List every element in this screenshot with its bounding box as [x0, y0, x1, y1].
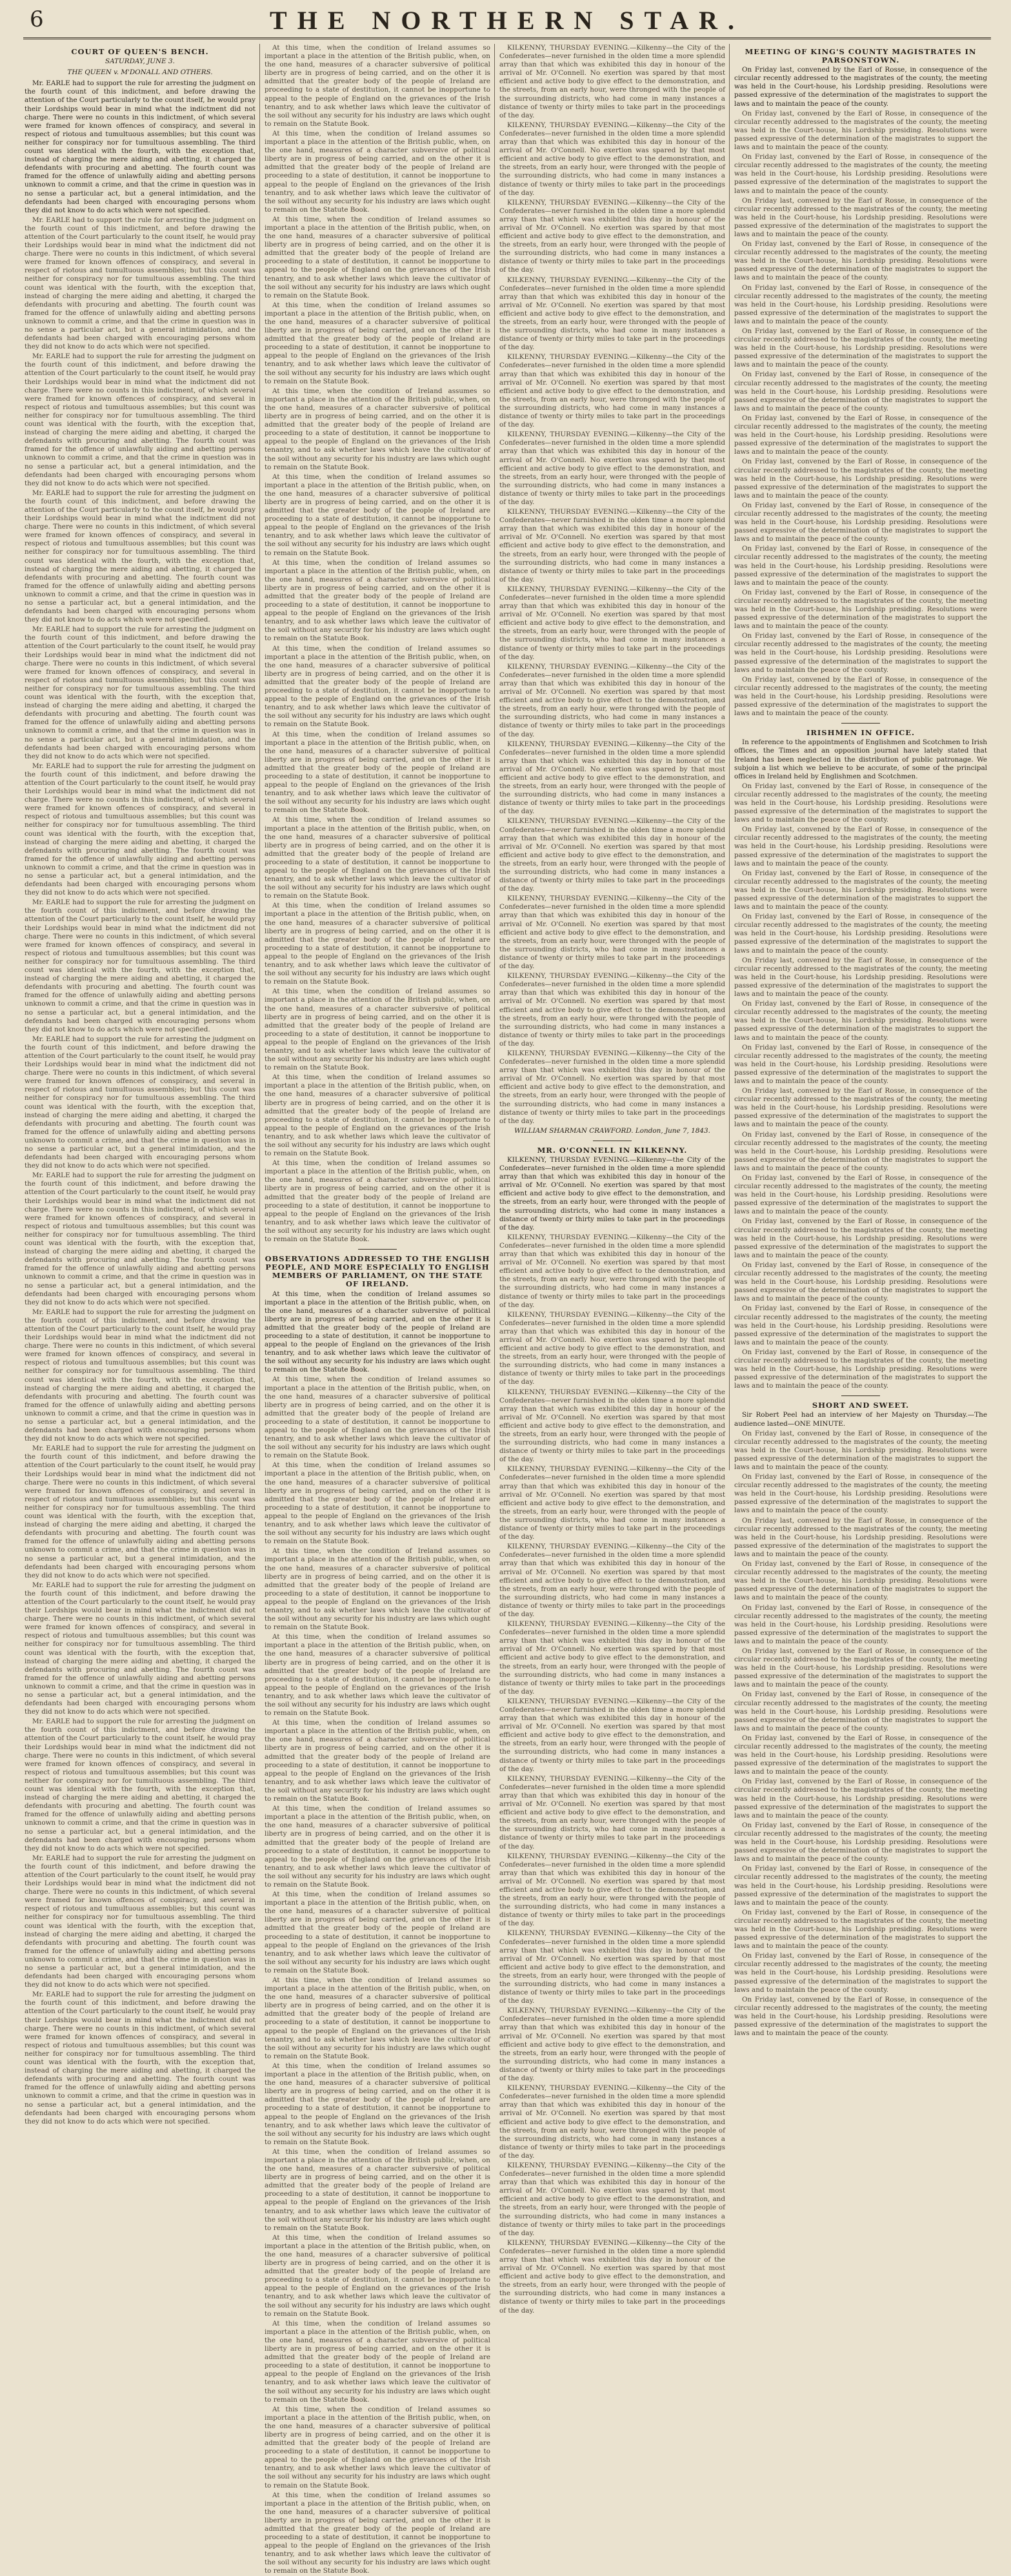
column-2-heading: OBSERVATIONS ADDRESSED TO THE ENGLISH PEOPLE, AND MORE ESPECIALLY TO ENGLISH MEMBERS OF PARLIAMENT, ON THE STATE OF IRELAND. — [265, 1254, 490, 1289]
masthead — [23, 3, 991, 39]
column-3 — [499, 44, 725, 2315]
column-divider — [259, 44, 260, 1470]
column-4-section2-body: In reference to the appointments of Englishmen and Scotchmen to Irish offices, the Times and an opposition journal have lately stated that Ireland has been neglected in the distribution of public patronage. We subjoin a list which we believe to be accurate, of some of the principal offices in Ireland held by Englishmen and Scotchmen. — [734, 738, 987, 780]
column-2 — [265, 44, 490, 2575]
column-4-heading: MEETING OF KING'S COUNTY MAGISTRATES IN PARSONSTOWN. — [745, 47, 977, 65]
column-3-filler: KILKENNY, THURSDAY EVENING.—Kilkenny—the City of the Confederates—never furnished in the olden time a more splendid array than that which was exhibited this day in honour of the arrival of Mr. O'Connell. No exertion was spared by that most efficient and active body to give effect to the demonstration, and the streets, from an early hour, were thronged with the people of the surrounding districts, who had come in many instances a distance of twenty or thirty miles to take part in the proceedings of the day. KILKENNY, THURSDAY EVENING.—Kilkenny—the City of the Confederates—never furnished in the olden time a more splendid array than that which was exhibited this day in honour of the arrival of Mr. O'Connell. No exertion was spared by that most efficient and active body to give effect to the demonstration, and the streets, from an early hour, were thronged with the people of the surrounding districts, who had come in many instances a distance of twenty or thirty miles to take part in the proceedings of the day. KILKENNY, THURSDAY EVENING.—Kilkenny—the City of the Confederates—never furnished in the olden time a more splendid array than that which was exhibited this day in honour of the arrival of Mr. O'Connell. No exertion was spared by that most efficient and active body to give effect to the demonstration, and the streets, from an early hour, were thronged with the people of the surrounding districts, who had come in many instances a distance of twenty or thirty miles to take part in the proceedings of the day. KILKENNY, THURSDAY EVENING.—Kilkenny—the City of the Confederates—never furnished in the olden time a more splendid array than that which was exhibited this day in honour of the arrival of Mr. O'Connell. No exertion was spared by that most efficient and active body to give effect to the demonstration, and the streets, from an early hour, were thronged with the people of the surrounding districts, who had come in many instances a distance of twenty or thirty miles to take part in the proceedings of the day. KILKENNY, THURSDAY EVENING.—Kilkenny—the City of the Confederates—never furnished in the olden time a more splendid array than that which was exhibited this day in honour of the arrival of Mr. O'Connell. No exertion was spared by that most efficient and active body to give effect to the demonstration, and the streets, from an early hour, were thronged with the people of the surrounding districts, who had come in many instances a distance of twenty or thirty miles to take part in the proceedings of the day. KILKENNY, THURSDAY EVENING.—Kilkenny—the City of the Confederates—never furnished in the olden time a more splendid array than that which was exhibited this day in honour of the arrival of Mr. O'Connell. No exertion was spared by that most efficient and active body to give effect to the demonstration, and the streets, from an early hour, were thronged with the people of the surrounding districts, who had come in many instances a distance of twenty or thirty miles to take part in the proceedings of the day. KILKENNY, THURSDAY EVENING.—Kilkenny—the City of the Confederates—never furnished in the olden time a more splendid array than that which was exhibited this day in honour of the arrival of Mr. O'Connell. No exertion was spared by that most efficient and active body to give effect to the demonstration, and the streets, from an early hour, were thronged with the people of the surrounding districts, who had come in many instances a distance of twenty or thirty miles to take part in the proceedings of the day. KILKENNY, THURSDAY EVENING.—Kilkenny—the City of the Confederates—never furnished in the olden time a more splendid array than that which was exhibited this day in honour of the arrival of Mr. O'Connell. No exertion was spared by that most efficient and active body to give effect to the demonstration, and the streets, from an early hour, were thronged with the people of the surrounding districts, who had come in many instances a distance of twenty or thirty miles to take part in the proceedings of the day. KILKENNY, THURSDAY EVENING.—Kilkenny—the City of the Confederates—never furnished in the olden time a more splendid array than that which was exhibited this day in honour of the arrival of Mr. O'Connell. No exertion was spared by that most efficient and active body to give effect to the demonstration, and the streets, from an early hour, were thronged with the people of the surrounding districts, who had come in many instances a distance of twenty or thirty miles to take part in the proceedings of the day. KILKENNY, THURSDAY EVENING.—Kilkenny—the City of the Confederates—never furnished in the olden time a more splendid array than that which was exhibited this day in honour of the arrival of Mr. O'Connell. No exertion was spared by that most efficient and active body to give effect to the demonstration, and the streets, from an early hour, were thronged with the people of the surrounding districts, who had come in many instances a distance of twenty or thirty miles to take part in the proceedings of the day. KILKENNY, THURSDAY EVENING.—Kilkenny—the City of the Confederates—never furnished in the olden time a more splendid array than that which was exhibited this day in honour of the arrival of Mr. O'Connell. No exertion was spared by that most efficient and active body to give effect to the demonstration, and the streets, from an early hour, were thronged with the people of the surrounding districts, who had come in many instances a distance of twenty or thirty miles to take part in the proceedings of the day. KILKENNY, THURSDAY EVENING.—Kilkenny—the City of the Confederates—never furnished in the olden time a more splendid array than that which was exhibited this day in honour of the arrival of Mr. O'Connell. No exertion was spared by that most efficient and active body to give effect to the demonstration, and the streets, from an early hour, were thronged with the people of the surrounding districts, who had come in many instances a distance of twenty or thirty miles to take part in the proceedings of the day. KILKENNY, THURSDAY EVENING.—Kilkenny—the City of the Confederates—never furnished in the olden time a more splendid array than that which was exhibited this day in honour of the arrival of Mr. O'Connell. No exertion was spared by that most efficient and active body to give effect to the demonstration, and the streets, from an early hour, were thronged with the people of the surrounding districts, who had come in many instances a distance of twenty or thirty miles to take part in the proceedings of the day. KILKENNY, THURSDAY EVENING.—Kilkenny—the City of the Confederates—never furnished in the olden time a more splendid array than that which was exhibited this day in honour of the arrival of Mr. O'Connell. No exertion was spared by that most efficient and active body to give effect to the demonstration, and the streets, from an early hour, were thronged with the people of the surrounding districts, who had come in many instances a distance of twenty or thirty miles to take part in the proceedings of the day. — [499, 1233, 725, 2315]
column-4-section3-heading: SHORT AND SWEET. — [812, 1401, 910, 1410]
column-3-body: KILKENNY, THURSDAY EVENING.—Kilkenny—the City of the Confederates—never furnished in the olden time a more splendid array than that which was exhibited this day in honour of the arrival of Mr. O'Connell. No exertion was spared by that most efficient and active body to give effect to the demonstration, and the streets, from an early hour, were thronged with the people of the surrounding districts, who had come in many instances a distance of twenty or thirty miles to take part in the proceedings of the day. — [499, 1156, 725, 1232]
column-3-signoff: WILLIAM SHARMAN CRAWFORD. London, June 7, 1843. — [514, 1126, 710, 1135]
column-2-body: At this time, when the condition of Ireland assumes so important a place in the attention of the British public, when, on the one hand, measures of a character subversive of political liberty are in progress of being carried, and on the other it is admitted that the greater body of the people of Ireland are proceeding to a state of destitution, it cannot be inopportune to appeal to the people of England on the grievances of the Irish tenantry, and to ask whether laws which leave the cultivator of the soil without any security for his industry are laws which ought to remain on the Statute Book. — [265, 1290, 490, 1374]
column-4-filler-mid: On Friday last, convened by the Earl of Rosse, in consequence of the circular recently addressed to the magistrates of the county, the meeting was held in the Court-house, his Lordship presiding. Resolutions were passed expressive of the determination of the magistrates to support the laws and to maintain the peace of the county. On Friday last, convened by the Earl of Rosse, in consequence of the circular recently addressed to the magistrates of the county, the meeting was held in the Court-house, his Lordship presiding. Resolutions were passed expressive of the determination of the magistrates to support the laws and to maintain the peace of the county. On Friday last, convened by the Earl of Rosse, in consequence of the circular recently addressed to the magistrates of the county, the meeting was held in the Court-house, his Lordship presiding. Resolutions were passed expressive of the determination of the magistrates to support the laws and to maintain the peace of the county. On Friday last, convened by the Earl of Rosse, in consequence of the circular recently addressed to the magistrates of the county, the meeting was held in the Court-house, his Lordship presiding. Resolutions were passed expressive of the determination of the magistrates to support the laws and to maintain the peace of the county. On Friday last, convened by the Earl of Rosse, in consequence of the circular recently addressed to the magistrates of the county, the meeting was held in the Court-house, his Lordship presiding. Resolutions were passed expressive of the determination of the magistrates to support the laws and to maintain the peace of the county. On Friday last, convened by the Earl of Rosse, in consequence of the circular recently addressed to the magistrates of the county, the meeting was held in the Court-house, his Lordship presiding. Resolutions were passed expressive of the determination of the magistrates to support the laws and to maintain the peace of the county. On Friday last, convened by the Earl of Rosse, in consequence of the circular recently addressed to the magistrates of the county, the meeting was held in the Court-house, his Lordship presiding. Resolutions were passed expressive of the determination of the magistrates to support the laws and to maintain the peace of the county. On Friday last, convened by the Earl of Rosse, in consequence of the circular recently addressed to the magistrates of the county, the meeting was held in the Court-house, his Lordship presiding. Resolutions were passed expressive of the determination of the magistrates to support the laws and to maintain the peace of the county. On Friday last, convened by the Earl of Rosse, in consequence of the circular recently addressed to the magistrates of the county, the meeting was held in the Court-house, his Lordship presiding. Resolutions were passed expressive of the determination of the magistrates to support the laws and to maintain the peace of the county. On Friday last, convened by the Earl of Rosse, in consequence of the circular recently addressed to the magistrates of the county, the meeting was held in the Court-house, his Lordship presiding. Resolutions were passed expressive of the determination of the magistrates to support the laws and to maintain the peace of the county. On Friday last, convened by the Earl of Rosse, in consequence of the circular recently addressed to the magistrates of the county, the meeting was held in the Court-house, his Lordship presiding. Resolutions were passed expressive of the determination of the magistrates to support the laws and to maintain the peace of the county. On Friday last, convened by the Earl of Rosse, in consequence of the circular recently addressed to the magistrates of the county, the meeting was held in the Court-house, his Lordship presiding. Resolutions were passed expressive of the determination of the magistrates to support the laws and to maintain the peace of the county. On Friday last, convened by the Earl of Rosse, in consequence of the circular recently addressed to the magistrates of the county, the meeting was held in the Court-house, his Lordship presiding. Resolutions were passed expressive of the determination of the magistrates to support the laws and to maintain the peace of the county. On Friday last, convened by the Earl of Rosse, in consequence of the circular recently addressed to the magistrates of the county, the meeting was held in the Court-house, his Lordship presiding. Resolutions were passed expressive of the determination of the magistrates to support the laws and to maintain the peace of the county. — [734, 782, 987, 1390]
column-2-filler-top: At this time, when the condition of Ireland assumes so important a place in the attention of the British public, when, on the one hand, measures of a character subversive of political liberty are in progress of being carried, and on the other it is admitted that the greater body of the people of Ireland are proceeding to a state of destitution, it cannot be inopportune to appeal to the people of England on the grievances of the Irish tenantry, and to ask whether laws which leave the cultivator of the soil without any security for his industry are laws which ought to remain on the Statute Book. At this time, when the condition of Ireland assumes so important a place in the attention of the British public, when, on the one hand, measures of a character subversive of political liberty are in progress of being carried, and on the other it is admitted that the greater body of the people of Ireland are proceeding to a state of destitution, it cannot be inopportune to appeal to the people of England on the grievances of the Irish tenantry, and to ask whether laws which leave the cultivator of the soil without any security for his industry are laws which ought to remain on the Statute Book. At this time, when the condition of Ireland assumes so important a place in the attention of the British public, when, on the one hand, measures of a character subversive of political liberty are in progress of being carried, and on the other it is admitted that the greater body of the people of Ireland are proceeding to a state of destitution, it cannot be inopportune to appeal to the people of England on the grievances of the Irish tenantry, and to ask whether laws which leave the cultivator of the soil without any security for his industry are laws which ought to remain on the Statute Book. At this time, when the condition of Ireland assumes so important a place in the attention of the British public, when, on the one hand, measures of a character subversive of political liberty are in progress of being carried, and on the other it is admitted that the greater body of the people of Ireland are proceeding to a state of destitution, it cannot be inopportune to appeal to the people of England on the grievances of the Irish tenantry, and to ask whether laws which leave the cultivator of the soil without any security for his industry are laws which ought to remain on the Statute Book. At this time, when the condition of Ireland assumes so important a place in the attention of the British public, when, on the one hand, measures of a character subversive of political liberty are in progress of being carried, and on the other it is admitted that the greater body of the people of Ireland are proceeding to a state of destitution, it cannot be inopportune to appeal to the people of England on the grievances of the Irish tenantry, and to ask whether laws which leave the cultivator of the soil without any security for his industry are laws which ought to remain on the Statute Book. At this time, when the condition of Ireland assumes so important a place in the attention of the British public, when, on the one hand, measures of a character subversive of political liberty are in progress of being carried, and on the other it is admitted that the greater body of the people of Ireland are proceeding to a state of destitution, it cannot be inopportune to appeal to the people of England on the grievances of the Irish tenantry, and to ask whether laws which leave the cultivator of the soil without any security for his industry are laws which ought to remain on the Statute Book. At this time, when the condition of Ireland assumes so important a place in the attention of the British public, when, on the one hand, measures of a character subversive of political liberty are in progress of being carried, and on the other it is admitted that the greater body of the people of Ireland are proceeding to a state of destitution, it cannot be inopportune to appeal to the people of England on the grievances of the Irish tenantry, and to ask whether laws which leave the cultivator of the soil without any security for his industry are laws which ought to remain on the Statute Book. At this time, when the condition of Ireland assumes so important a place in the attention of the British public, when, on the one hand, measures of a character subversive of political liberty are in progress of being carried, and on the other it is admitted that the greater body of the people of Ireland are proceeding to a state of destitution, it cannot be inopportune to appeal to the people of England on the grievances of the Irish tenantry, and to ask whether laws which leave the cultivator of the soil without any security for his industry are laws which ought to remain on the Statute Book. At this time, when the condition of Ireland assumes so important a place in the attention of the British public, when, on the one hand, measures of a character subversive of political liberty are in progress of being carried, and on the other it is admitted that the greater body of the people of Ireland are proceeding to a state of destitution, it cannot be inopportune to appeal to the people of England on the grievances of the Irish tenantry, and to ask whether laws which leave the cultivator of the soil without any security for his industry are laws which ought to remain on the Statute Book. At this time, when the condition of Ireland assumes so important a place in the attention of the British public, when, on the one hand, measures of a character subversive of political liberty are in progress of being carried, and on the other it is admitted that the greater body of the people of Ireland are proceeding to a state of destitution, it cannot be inopportune to appeal to the people of England on the grievances of the Irish tenantry, and to ask whether laws which leave the cultivator of the soil without any security for his industry are laws which ought to remain on the Statute Book. At this time, when the condition of Ireland assumes so important a place in the attention of the British public, when, on the one hand, measures of a character subversive of political liberty are in progress of being carried, and on the other it is admitted that the greater body of the people of Ireland are proceeding to a state of destitution, it cannot be inopportune to appeal to the people of England on the grievances of the Irish tenantry, and to ask whether laws which leave the cultivator of the soil without any security for his industry are laws which ought to remain on the Statute Book. At this time, when the condition of Ireland assumes so important a place in the attention of the British public, when, on the one hand, measures of a character subversive of political liberty are in progress of being carried, and on the other it is admitted that the greater body of the people of Ireland are proceeding to a state of destitution, it cannot be inopportune to appeal to the people of England on the grievances of the Irish tenantry, and to ask whether laws which leave the cultivator of the soil without any security for his industry are laws which ought to remain on the Statute Book. At this time, when the condition of Ireland assumes so important a place in the attention of the British public, when, on the one hand, measures of a character subversive of political liberty are in progress of being carried, and on the other it is admitted that the greater body of the people of Ireland are proceeding to a state of destitution, it cannot be inopportune to appeal to the people of England on the grievances of the Irish tenantry, and to ask whether laws which leave the cultivator of the soil without any security for his industry are laws which ought to remain on the Statute Book. At this time, when the condition of Ireland assumes so important a place in the attention of the British public, when, on the one hand, measures of a character subversive of political liberty are in progress of being carried, and on the other it is admitted that the greater body of the people of Ireland are proceeding to a state of destitution, it cannot be inopportune to appeal to the people of England on the grievances of the Irish tenantry, and to ask whether laws which leave the cultivator of the soil without any security for his industry are laws which ought to remain on the Statute Book. — [265, 44, 490, 1244]
column-4 — [734, 44, 987, 2038]
column-divider — [729, 44, 730, 1470]
column-4-section3-body: Sir Robert Peel had an interview of her Majesty on Thursday.—The audience lasted—ONE MINUTE. — [734, 1411, 987, 1428]
column-1-heading: COURT OF QUEEN'S BENCH. — [71, 47, 209, 56]
column-1-case: THE QUEEN v. M'DONALL AND OTHERS. — [67, 68, 213, 77]
section-separator — [841, 723, 880, 724]
column-3-heading: MR. O'CONNELL IN KILKENNY. — [537, 1145, 688, 1155]
column-4-section2-heading: IRISHMEN IN OFFICE. — [806, 728, 916, 738]
column-divider — [494, 44, 495, 1470]
column-4-filler-bottom: On Friday last, convened by the Earl of Rosse, in consequence of the circular recently addressed to the magistrates of the county, the meeting was held in the Court-house, his Lordship presiding. Resolutions were passed expressive of the determination of the magistrates to support the laws and to maintain the peace of the county. On Friday last, convened by the Earl of Rosse, in consequence of the circular recently addressed to the magistrates of the county, the meeting was held in the Court-house, his Lordship presiding. Resolutions were passed expressive of the determination of the magistrates to support the laws and to maintain the peace of the county. On Friday last, convened by the Earl of Rosse, in consequence of the circular recently addressed to the magistrates of the county, the meeting was held in the Court-house, his Lordship presiding. Resolutions were passed expressive of the determination of the magistrates to support the laws and to maintain the peace of the county. On Friday last, convened by the Earl of Rosse, in consequence of the circular recently addressed to the magistrates of the county, the meeting was held in the Court-house, his Lordship presiding. Resolutions were passed expressive of the determination of the magistrates to support the laws and to maintain the peace of the county. On Friday last, convened by the Earl of Rosse, in consequence of the circular recently addressed to the magistrates of the county, the meeting was held in the Court-house, his Lordship presiding. Resolutions were passed expressive of the determination of the magistrates to support the laws and to maintain the peace of the county. On Friday last, convened by the Earl of Rosse, in consequence of the circular recently addressed to the magistrates of the county, the meeting was held in the Court-house, his Lordship presiding. Resolutions were passed expressive of the determination of the magistrates to support the laws and to maintain the peace of the county. On Friday last, convened by the Earl of Rosse, in consequence of the circular recently addressed to the magistrates of the county, the meeting was held in the Court-house, his Lordship presiding. Resolutions were passed expressive of the determination of the magistrates to support the laws and to maintain the peace of the county. On Friday last, convened by the Earl of Rosse, in consequence of the circular recently addressed to the magistrates of the county, the meeting was held in the Court-house, his Lordship presiding. Resolutions were passed expressive of the determination of the magistrates to support the laws and to maintain the peace of the county. On Friday last, convened by the Earl of Rosse, in consequence of the circular recently addressed to the magistrates of the county, the meeting was held in the Court-house, his Lordship presiding. Resolutions were passed expressive of the determination of the magistrates to support the laws and to maintain the peace of the county. On Friday last, convened by the Earl of Rosse, in consequence of the circular recently addressed to the magistrates of the county, the meeting was held in the Court-house, his Lordship presiding. Resolutions were passed expressive of the determination of the magistrates to support the laws and to maintain the peace of the county. On Friday last, convened by the Earl of Rosse, in consequence of the circular recently addressed to the magistrates of the county, the meeting was held in the Court-house, his Lordship presiding. Resolutions were passed expressive of the determination of the magistrates to support the laws and to maintain the peace of the county. On Friday last, convened by the Earl of Rosse, in consequence of the circular recently addressed to the magistrates of the county, the meeting was held in the Court-house, his Lordship presiding. Resolutions were passed expressive of the determination of the magistrates to support the laws and to maintain the peace of the county. On Friday last, convened by the Earl of Rosse, in consequence of the circular recently addressed to the magistrates of the county, the meeting was held in the Court-house, his Lordship presiding. Resolutions were passed expressive of the determination of the magistrates to support the laws and to maintain the peace of the county. On Friday last, convened by the Earl of Rosse, in consequence of the circular recently addressed to the magistrates of the county, the meeting was held in the Court-house, his Lordship presiding. Resolutions were passed expressive of the determination of the magistrates to support the laws and to maintain the peace of the county. — [734, 1429, 987, 2038]
column-1 — [25, 44, 255, 2125]
column-1-body: Mr. EARLE had to support the rule for arresting the judgment on the fourth count of this indictment, and before drawing the attention of the Court particularly to the count itself, he would pray their Lordships would bear in mind what the indictment did not charge. There were no counts in this indictment, of which several were framed for known offences of conspiracy, and several in respect of riotous and tumultuous assemblies; but this count was neither for conspiracy nor for tumultuous assembling. The third count was identical with the fourth, with the exception that, instead of charging the mere aiding and abetting, it charged the defendants with procuring and abetting. The fourth count was framed for the offence of unlawfully aiding and abetting persons unknown to commit a crime, and that the crime in question was in no sense a particular act, but a general intimidation, and the defendants had been charged with encouraging persons whom they did not know to do acts which were not specified. — [25, 79, 255, 214]
column-4-body: On Friday last, convened by the Earl of Rosse, in consequence of the circular recently addressed to the magistrates of the county, the meeting was held in the Court-house, his Lordship presiding. Resolutions were passed expressive of the determination of the magistrates to support the laws and to maintain the peace of the county. — [734, 66, 987, 108]
page-number: 6 — [30, 6, 44, 32]
section-separator — [358, 1249, 397, 1250]
masthead-title: THE NORTHERN STAR. — [270, 6, 745, 35]
column-4-filler-top: On Friday last, convened by the Earl of Rosse, in consequence of the circular recently addressed to the magistrates of the county, the meeting was held in the Court-house, his Lordship presiding. Resolutions were passed expressive of the determination of the magistrates to support the laws and to maintain the peace of the county. On Friday last, convened by the Earl of Rosse, in consequence of the circular recently addressed to the magistrates of the county, the meeting was held in the Court-house, his Lordship presiding. Resolutions were passed expressive of the determination of the magistrates to support the laws and to maintain the peace of the county. On Friday last, convened by the Earl of Rosse, in consequence of the circular recently addressed to the magistrates of the county, the meeting was held in the Court-house, his Lordship presiding. Resolutions were passed expressive of the determination of the magistrates to support the laws and to maintain the peace of the county. On Friday last, convened by the Earl of Rosse, in consequence of the circular recently addressed to the magistrates of the county, the meeting was held in the Court-house, his Lordship presiding. Resolutions were passed expressive of the determination of the magistrates to support the laws and to maintain the peace of the county. On Friday last, convened by the Earl of Rosse, in consequence of the circular recently addressed to the magistrates of the county, the meeting was held in the Court-house, his Lordship presiding. Resolutions were passed expressive of the determination of the magistrates to support the laws and to maintain the peace of the county. On Friday last, convened by the Earl of Rosse, in consequence of the circular recently addressed to the magistrates of the county, the meeting was held in the Court-house, his Lordship presiding. Resolutions were passed expressive of the determination of the magistrates to support the laws and to maintain the peace of the county. On Friday last, convened by the Earl of Rosse, in consequence of the circular recently addressed to the magistrates of the county, the meeting was held in the Court-house, his Lordship presiding. Resolutions were passed expressive of the determination of the magistrates to support the laws and to maintain the peace of the county. On Friday last, convened by the Earl of Rosse, in consequence of the circular recently addressed to the magistrates of the county, the meeting was held in the Court-house, his Lordship presiding. Resolutions were passed expressive of the determination of the magistrates to support the laws and to maintain the peace of the county. On Friday last, convened by the Earl of Rosse, in consequence of the circular recently addressed to the magistrates of the county, the meeting was held in the Court-house, his Lordship presiding. Resolutions were passed expressive of the determination of the magistrates to support the laws and to maintain the peace of the county. On Friday last, convened by the Earl of Rosse, in consequence of the circular recently addressed to the magistrates of the county, the meeting was held in the Court-house, his Lordship presiding. Resolutions were passed expressive of the determination of the magistrates to support the laws and to maintain the peace of the county. On Friday last, convened by the Earl of Rosse, in consequence of the circular recently addressed to the magistrates of the county, the meeting was held in the Court-house, his Lordship presiding. Resolutions were passed expressive of the determination of the magistrates to support the laws and to maintain the peace of the county. On Friday last, convened by the Earl of Rosse, in consequence of the circular recently addressed to the magistrates of the county, the meeting was held in the Court-house, his Lordship presiding. Resolutions were passed expressive of the determination of the magistrates to support the laws and to maintain the peace of the county. On Friday last, convened by the Earl of Rosse, in consequence of the circular recently addressed to the magistrates of the county, the meeting was held in the Court-house, his Lordship presiding. Resolutions were passed expressive of the determination of the magistrates to support the laws and to maintain the peace of the county. On Friday last, convened by the Earl of Rosse, in consequence of the circular recently addressed to the magistrates of the county, the meeting was held in the Court-house, his Lordship presiding. Resolutions were passed expressive of the determination of the magistrates to support the laws and to maintain the peace of the county. — [734, 109, 987, 718]
column-2-filler: At this time, when the condition of Ireland assumes so important a place in the attention of the British public, when, on the one hand, measures of a character subversive of political liberty are in progress of being carried, and on the other it is admitted that the greater body of the people of Ireland are proceeding to a state of destitution, it cannot be inopportune to appeal to the people of England on the grievances of the Irish tenantry, and to ask whether laws which leave the cultivator of the soil without any security for his industry are laws which ought to remain on the Statute Book. At this time, when the condition of Ireland assumes so important a place in the attention of the British public, when, on the one hand, measures of a character subversive of political liberty are in progress of being carried, and on the other it is admitted that the greater body of the people of Ireland are proceeding to a state of destitution, it cannot be inopportune to appeal to the people of England on the grievances of the Irish tenantry, and to ask whether laws which leave the cultivator of the soil without any security for his industry are laws which ought to remain on the Statute Book. At this time, when the condition of Ireland assumes so important a place in the attention of the British public, when, on the one hand, measures of a character subversive of political liberty are in progress of being carried, and on the other it is admitted that the greater body of the people of Ireland are proceeding to a state of destitution, it cannot be inopportune to appeal to the people of England on the grievances of the Irish tenantry, and to ask whether laws which leave the cultivator of the soil without any security for his industry are laws which ought to remain on the Statute Book. At this time, when the condition of Ireland assumes so important a place in the attention of the British public, when, on the one hand, measures of a character subversive of political liberty are in progress of being carried, and on the other it is admitted that the greater body of the people of Ireland are proceeding to a state of destitution, it cannot be inopportune to appeal to the people of England on the grievances of the Irish tenantry, and to ask whether laws which leave the cultivator of the soil without any security for his industry are laws which ought to remain on the Statute Book. At this time, when the condition of Ireland assumes so important a place in the attention of the British public, when, on the one hand, measures of a character subversive of political liberty are in progress of being carried, and on the other it is admitted that the greater body of the people of Ireland are proceeding to a state of destitution, it cannot be inopportune to appeal to the people of England on the grievances of the Irish tenantry, and to ask whether laws which leave the cultivator of the soil without any security for his industry are laws which ought to remain on the Statute Book. At this time, when the condition of Ireland assumes so important a place in the attention of the British public, when, on the one hand, measures of a character subversive of political liberty are in progress of being carried, and on the other it is admitted that the greater body of the people of Ireland are proceeding to a state of destitution, it cannot be inopportune to appeal to the people of England on the grievances of the Irish tenantry, and to ask whether laws which leave the cultivator of the soil without any security for his industry are laws which ought to remain on the Statute Book. At this time, when the condition of Ireland assumes so important a place in the attention of the British public, when, on the one hand, measures of a character subversive of political liberty are in progress of being carried, and on the other it is admitted that the greater body of the people of Ireland are proceeding to a state of destitution, it cannot be inopportune to appeal to the people of England on the grievances of the Irish tenantry, and to ask whether laws which leave the cultivator of the soil without any security for his industry are laws which ought to remain on the Statute Book. At this time, when the condition of Ireland assumes so important a place in the attention of the British public, when, on the one hand, measures of a character subversive of political liberty are in progress of being carried, and on the other it is admitted that the greater body of the people of Ireland are proceeding to a state of destitution, it cannot be inopportune to appeal to the people of England on the grievances of the Irish tenantry, and to ask whether laws which leave the cultivator of the soil without any security for his industry are laws which ought to remain on the Statute Book. At this time, when the condition of Ireland assumes so important a place in the attention of the British public, when, on the one hand, measures of a character subversive of political liberty are in progress of being carried, and on the other it is admitted that the greater body of the people of Ireland are proceeding to a state of destitution, it cannot be inopportune to appeal to the people of England on the grievances of the Irish tenantry, and to ask whether laws which leave the cultivator of the soil without any security for his industry are laws which ought to remain on the Statute Book. At this time, when the condition of Ireland assumes so important a place in the attention of the British public, when, on the one hand, measures of a character subversive of political liberty are in progress of being carried, and on the other it is admitted that the greater body of the people of Ireland are proceeding to a state of destitution, it cannot be inopportune to appeal to the people of England on the grievances of the Irish tenantry, and to ask whether laws which leave the cultivator of the soil without any security for his industry are laws which ought to remain on the Statute Book. At this time, when the condition of Ireland assumes so important a place in the attention of the British public, when, on the one hand, measures of a character subversive of political liberty are in progress of being carried, and on the other it is admitted that the greater body of the people of Ireland are proceeding to a state of destitution, it cannot be inopportune to appeal to the people of England on the grievances of the Irish tenantry, and to ask whether laws which leave the cultivator of the soil without any security for his industry are laws which ought to remain on the Statute Book. At this time, when the condition of Ireland assumes so important a place in the attention of the British public, when, on the one hand, measures of a character subversive of political liberty are in progress of being carried, and on the other it is admitted that the greater body of the people of Ireland are proceeding to a state of destitution, it cannot be inopportune to appeal to the people of England on the grievances of the Irish tenantry, and to ask whether laws which leave the cultivator of the soil without any security for his industry are laws which ought to remain on the Statute Book. At this time, when the condition of Ireland assumes so important a place in the attention of the British public, when, on the one hand, measures of a character subversive of political liberty are in progress of being carried, and on the other it is admitted that the greater body of the people of Ireland are proceeding to a state of destitution, it cannot be inopportune to appeal to the people of England on the grievances of the Irish tenantry, and to ask whether laws which leave the cultivator of the soil without any security for his industry are laws which ought to remain on the Statute Book. At this time, when the condition of Ireland assumes so important a place in the attention of the British public, when, on the one hand, measures of a character subversive of political liberty are in progress of being carried, and on the other it is admitted that the greater body of the people of Ireland are proceeding to a state of destitution, it cannot be inopportune to appeal to the people of England on the grievances of the Irish tenantry, and to ask whether laws which leave the cultivator of the soil without any security for his industry are laws which ought to remain on the Statute Book. — [265, 1375, 490, 2575]
section-separator — [841, 1395, 880, 1396]
column-1-dateline: SATURDAY, JUNE 3. — [105, 57, 175, 66]
column-1-filler: Mr. EARLE had to support the rule for arresting the judgment on the fourth count of this indictment, and before drawing the attention of the Court particularly to the count itself, he would pray their Lordships would bear in mind what the indictment did not charge. There were no counts in this indictment, of which several were framed for known offences of conspiracy, and several in respect of riotous and tumultuous assemblies; but this count was neither for conspiracy nor for tumultuous assembling. The third count was identical with the fourth, with the exception that, instead of charging the mere aiding and abetting, it charged the defendants with procuring and abetting. The fourth count was framed for the offence of unlawfully aiding and abetting persons unknown to commit a crime, and that the crime in question was in no sense a particular act, but a general intimidation, and the defendants had been charged with encouraging persons whom they did not know to do acts which were not specified. Mr. EARLE had to support the rule for arresting the judgment on the fourth count of this indictment, and before drawing the attention of the Court particularly to the count itself, he would pray their Lordships would bear in mind what the indictment did not charge. There were no counts in this indictment, of which several were framed for known offences of conspiracy, and several in respect of riotous and tumultuous assemblies; but this count was neither for conspiracy nor for tumultuous assembling. The third count was identical with the fourth, with the exception that, instead of charging the mere aiding and abetting, it charged the defendants with procuring and abetting. The fourth count was framed for the offence of unlawfully aiding and abetting persons unknown to commit a crime, and that the crime in question was in no sense a particular act, but a general intimidation, and the defendants had been charged with encouraging persons whom they did not know to do acts which were not specified. Mr. EARLE had to support the rule for arresting the judgment on the fourth count of this indictment, and before drawing the attention of the Court particularly to the count itself, he would pray their Lordships would bear in mind what the indictment did not charge. There were no counts in this indictment, of which several were framed for known offences of conspiracy, and several in respect of riotous and tumultuous assemblies; but this count was neither for conspiracy nor for tumultuous assembling. The third count was identical with the fourth, with the exception that, instead of charging the mere aiding and abetting, it charged the defendants with procuring and abetting. The fourth count was framed for the offence of unlawfully aiding and abetting persons unknown to commit a crime, and that the crime in question was in no sense a particular act, but a general intimidation, and the defendants had been charged with encouraging persons whom they did not know to do acts which were not specified. Mr. EARLE had to support the rule for arresting the judgment on the fourth count of this indictment, and before drawing the attention of the Court particularly to the count itself, he would pray their Lordships would bear in mind what the indictment did not charge. There were no counts in this indictment, of which several were framed for known offences of conspiracy, and several in respect of riotous and tumultuous assemblies; but this count was neither for conspiracy nor for tumultuous assembling. The third count was identical with the fourth, with the exception that, instead of charging the mere aiding and abetting, it charged the defendants with procuring and abetting. The fourth count was framed for the offence of unlawfully aiding and abetting persons unknown to commit a crime, and that the crime in question was in no sense a particular act, but a general intimidation, and the defendants had been charged with encouraging persons whom they did not know to do acts which were not specified. Mr. EARLE had to support the rule for arresting the judgment on the fourth count of this indictment, and before drawing the attention of the Court particularly to the count itself, he would pray their Lordships would bear in mind what the indictment did not charge. There were no counts in this indictment, of which several were framed for known offences of conspiracy, and several in respect of riotous and tumultuous assemblies; but this count was neither for conspiracy nor for tumultuous assembling. The third count was identical with the fourth, with the exception that, instead of charging the mere aiding and abetting, it charged the defendants with procuring and abetting. The fourth count was framed for the offence of unlawfully aiding and abetting persons unknown to commit a crime, and that the crime in question was in no sense a particular act, but a general intimidation, and the defendants had been charged with encouraging persons whom they did not know to do acts which were not specified. Mr. EARLE had to support the rule for arresting the judgment on the fourth count of this indictment, and before drawing the attention of the Court particularly to the count itself, he would pray their Lordships would bear in mind what the indictment did not charge. There were no counts in this indictment, of which several were framed for known offences of conspiracy, and several in respect of riotous and tumultuous assemblies; but this count was neither for conspiracy nor for tumultuous assembling. The third count was identical with the fourth, with the exception that, instead of charging the mere aiding and abetting, it charged the defendants with procuring and abetting. The fourth count was framed for the offence of unlawfully aiding and abetting persons unknown to commit a crime, and that the crime in question was in no sense a particular act, but a general intimidation, and the defendants had been charged with encouraging persons whom they did not know to do acts which were not specified. Mr. EARLE had to support the rule for arresting the judgment on the fourth count of this indictment, and before drawing the attention of the Court particularly to the count itself, he would pray their Lordships would bear in mind what the indictment did not charge. There were no counts in this indictment, of which several were framed for known offences of conspiracy, and several in respect of riotous and tumultuous assemblies; but this count was neither for conspiracy nor for tumultuous assembling. The third count was identical with the fourth, with the exception that, instead of charging the mere aiding and abetting, it charged the defendants with procuring and abetting. The fourth count was framed for the offence of unlawfully aiding and abetting persons unknown to commit a crime, and that the crime in question was in no sense a particular act, but a general intimidation, and the defendants had been charged with encouraging persons whom they did not know to do acts which were not specified. Mr. EARLE had to support the rule for arresting the judgment on the fourth count of this indictment, and before drawing the attention of the Court particularly to the count itself, he would pray their Lordships would bear in mind what the indictment did not charge. There were no counts in this indictment, of which several were framed for known offences of conspiracy, and several in respect of riotous and tumultuous assemblies; but this count was neither for conspiracy nor for tumultuous assembling. The third count was identical with the fourth, with the exception that, instead of charging the mere aiding and abetting, it charged the defendants with procuring and abetting. The fourth count was framed for the offence of unlawfully aiding and abetting persons unknown to commit a crime, and that the crime in question was in no sense a particular act, but a general intimidation, and the defendants had been charged with encouraging persons whom they did not know to do acts which were not specified. Mr. EARLE had to support the rule for arresting the judgment on the fourth count of this indictment, and before drawing the attention of the Court particularly to the count itself, he would pray their Lordships would bear in mind what the indictment did not charge. There were no counts in this indictment, of which several were framed for known offences of conspiracy, and several in respect of riotous and tumultuous assemblies; but this count was neither for conspiracy nor for tumultuous assembling. The third count was identical with the fourth, with the exception that, instead of charging the mere aiding and abetting, it charged the defendants with procuring and abetting. The fourth count was framed for the offence of unlawfully aiding and abetting persons unknown to commit a crime, and that the crime in question was in no sense a particular act, but a general intimidation, and the defendants had been charged with encouraging persons whom they did not know to do acts which were not specified. Mr. EARLE had to support the rule for arresting the judgment on the fourth count of this indictment, and before drawing the attention of the Court particularly to the count itself, he would pray their Lordships would bear in mind what the indictment did not charge. There were no counts in this indictment, of which several were framed for known offences of conspiracy, and several in respect of riotous and tumultuous assemblies; but this count was neither for conspiracy nor for tumultuous assembling. The third count was identical with the fourth, with the exception that, instead of charging the mere aiding and abetting, it charged the defendants with procuring and abetting. The fourth count was framed for the offence of unlawfully aiding and abetting persons unknown to commit a crime, and that the crime in question was in no sense a particular act, but a general intimidation, and the defendants had been charged with encouraging persons whom they did not know to do acts which were not specified. Mr. EARLE had to support the rule for arresting the judgment on the fourth count of this indictment, and before drawing the attention of the Court particularly to the count itself, he would pray their Lordships would bear in mind what the indictment did not charge. There were no counts in this indictment, of which several were framed for known offences of conspiracy, and several in respect of riotous and tumultuous assemblies; but this count was neither for conspiracy nor for tumultuous assembling. The third count was identical with the fourth, with the exception that, instead of charging the mere aiding and abetting, it charged the defendants with procuring and abetting. The fourth count was framed for the offence of unlawfully aiding and abetting persons unknown to commit a crime, and that the crime in question was in no sense a particular act, but a general intimidation, and the defendants had been charged with encouraging persons whom they did not know to do acts which were not specified. Mr. EARLE had to support the rule for arresting the judgment on the fourth count of this indictment, and before drawing the attention of the Court particularly to the count itself, he would pray their Lordships would bear in mind what the indictment did not charge. There were no counts in this indictment, of which several were framed for known offences of conspiracy, and several in respect of riotous and tumultuous assemblies; but this count was neither for conspiracy nor for tumultuous assembling. The third count was identical with the fourth, with the exception that, instead of charging the mere aiding and abetting, it charged the defendants with procuring and abetting. The fourth count was framed for the offence of unlawfully aiding and abetting persons unknown to commit a crime, and that the crime in question was in no sense a particular act, but a general intimidation, and the defendants had been charged with encouraging persons whom they did not know to do acts which were not specified. Mr. EARLE had to support the rule for arresting the judgment on the fourth count of this indictment, and before drawing the attention of the Court particularly to the count itself, he would pray their Lordships would bear in mind what the indictment did not charge. There were no counts in this indictment, of which several were framed for known offences of conspiracy, and several in respect of riotous and tumultuous assemblies; but this count was neither for conspiracy nor for tumultuous assembling. The third count was identical with the fourth, with the exception that, instead of charging the mere aiding and abetting, it charged the defendants with procuring and abetting. The fourth count was framed for the offence of unlawfully aiding and abetting persons unknown to commit a crime, and that the crime in question was in no sense a particular act, but a general intimidation, and the defendants had been charged with encouraging persons whom they did not know to do acts which were not specified. Mr. EARLE had to support the rule for arresting the judgment on the fourth count of this indictment, and before drawing the attention of the Court particularly to the count itself, he would pray their Lordships would bear in mind what the indictment did not charge. There were no counts in this indictment, of which several were framed for known offences of conspiracy, and several in respect of riotous and tumultuous assemblies; but this count was neither for conspiracy nor for tumultuous assembling. The third count was identical with the fourth, with the exception that, instead of charging the mere aiding and abetting, it charged the defendants with procuring and abetting. The fourth count was framed for the offence of unlawfully aiding and abetting persons unknown to commit a crime, and that the crime in question was in no sense a particular act, but a general intimidation, and the defendants had been charged with encouraging persons whom they did not know to do acts which were not specified. — [25, 216, 255, 2125]
column-3-filler-top: KILKENNY, THURSDAY EVENING.—Kilkenny—the City of the Confederates—never furnished in the olden time a more splendid array than that which was exhibited this day in honour of the arrival of Mr. O'Connell. No exertion was spared by that most efficient and active body to give effect to the demonstration, and the streets, from an early hour, were thronged with the people of the surrounding districts, who had come in many instances a distance of twenty or thirty miles to take part in the proceedings of the day. KILKENNY, THURSDAY EVENING.—Kilkenny—the City of the Confederates—never furnished in the olden time a more splendid array than that which was exhibited this day in honour of the arrival of Mr. O'Connell. No exertion was spared by that most efficient and active body to give effect to the demonstration, and the streets, from an early hour, were thronged with the people of the surrounding districts, who had come in many instances a distance of twenty or thirty miles to take part in the proceedings of the day. KILKENNY, THURSDAY EVENING.—Kilkenny—the City of the Confederates—never furnished in the olden time a more splendid array than that which was exhibited this day in honour of the arrival of Mr. O'Connell. No exertion was spared by that most efficient and active body to give effect to the demonstration, and the streets, from an early hour, were thronged with the people of the surrounding districts, who had come in many instances a distance of twenty or thirty miles to take part in the proceedings of the day. KILKENNY, THURSDAY EVENING.—Kilkenny—the City of the Confederates—never furnished in the olden time a more splendid array than that which was exhibited this day in honour of the arrival of Mr. O'Connell. No exertion was spared by that most efficient and active body to give effect to the demonstration, and the streets, from an early hour, were thronged with the people of the surrounding districts, who had come in many instances a distance of twenty or thirty miles to take part in the proceedings of the day. KILKENNY, THURSDAY EVENING.—Kilkenny—the City of the Confederates—never furnished in the olden time a more splendid array than that which was exhibited this day in honour of the arrival of Mr. O'Connell. No exertion was spared by that most efficient and active body to give effect to the demonstration, and the streets, from an early hour, were thronged with the people of the surrounding districts, who had come in many instances a distance of twenty or thirty miles to take part in the proceedings of the day. KILKENNY, THURSDAY EVENING.—Kilkenny—the City of the Confederates—never furnished in the olden time a more splendid array than that which was exhibited this day in honour of the arrival of Mr. O'Connell. No exertion was spared by that most efficient and active body to give effect to the demonstration, and the streets, from an early hour, were thronged with the people of the surrounding districts, who had come in many instances a distance of twenty or thirty miles to take part in the proceedings of the day. KILKENNY, THURSDAY EVENING.—Kilkenny—the City of the Confederates—never furnished in the olden time a more splendid array than that which was exhibited this day in honour of the arrival of Mr. O'Connell. No exertion was spared by that most efficient and active body to give effect to the demonstration, and the streets, from an early hour, were thronged with the people of the surrounding districts, who had come in many instances a distance of twenty or thirty miles to take part in the proceedings of the day. KILKENNY, THURSDAY EVENING.—Kilkenny—the City of the Confederates—never furnished in the olden time a more splendid array than that which was exhibited this day in honour of the arrival of Mr. O'Connell. No exertion was spared by that most efficient and active body to give effect to the demonstration, and the streets, from an early hour, were thronged with the people of the surrounding districts, who had come in many instances a distance of twenty or thirty miles to take part in the proceedings of the day. KILKENNY, THURSDAY EVENING.—Kilkenny—the City of the Confederates—never furnished in the olden time a more splendid array than that which was exhibited this day in honour of the arrival of Mr. O'Connell. No exertion was spared by that most efficient and active body to give effect to the demonstration, and the streets, from an early hour, were thronged with the people of the surrounding districts, who had come in many instances a distance of twenty or thirty miles to take part in the proceedings of the day. KILKENNY, THURSDAY EVENING.—Kilkenny—the City of the Confederates—never furnished in the olden time a more splendid array than that which was exhibited this day in honour of the arrival of Mr. O'Connell. No exertion was spared by that most efficient and active body to give effect to the demonstration, and the streets, from an early hour, were thronged with the people of the surrounding districts, who had come in many instances a distance of twenty or thirty miles to take part in the proceedings of the day. KILKENNY, THURSDAY EVENING.—Kilkenny—the City of the Confederates—never furnished in the olden time a more splendid array than that which was exhibited this day in honour of the arrival of Mr. O'Connell. No exertion was spared by that most efficient and active body to give effect to the demonstration, and the streets, from an early hour, were thronged with the people of the surrounding districts, who had come in many instances a distance of twenty or thirty miles to take part in the proceedings of the day. KILKENNY, THURSDAY EVENING.—Kilkenny—the City of the Confederates—never furnished in the olden time a more splendid array than that which was exhibited this day in honour of the arrival of Mr. O'Connell. No exertion was spared by that most efficient and active body to give effect to the demonstration, and the streets, from an early hour, were thronged with the people of the surrounding districts, who had come in many instances a distance of twenty or thirty miles to take part in the proceedings of the day. KILKENNY, THURSDAY EVENING.—Kilkenny—the City of the Confederates—never furnished in the olden time a more splendid array than that which was exhibited this day in honour of the arrival of Mr. O'Connell. No exertion was spared by that most efficient and active body to give effect to the demonstration, and the streets, from an early hour, were thronged with the people of the surrounding districts, who had come in many instances a distance of twenty or thirty miles to take part in the proceedings of the day. KILKENNY, THURSDAY EVENING.—Kilkenny—the City of the Confederates—never furnished in the olden time a more splendid array than that which was exhibited this day in honour of the arrival of Mr. O'Connell. No exertion was spared by that most efficient and active body to give effect to the demonstration, and the streets, from an early hour, were thronged with the people of the surrounding districts, who had come in many instances a distance of twenty or thirty miles to take part in the proceedings of the day. — [499, 44, 725, 1125]
